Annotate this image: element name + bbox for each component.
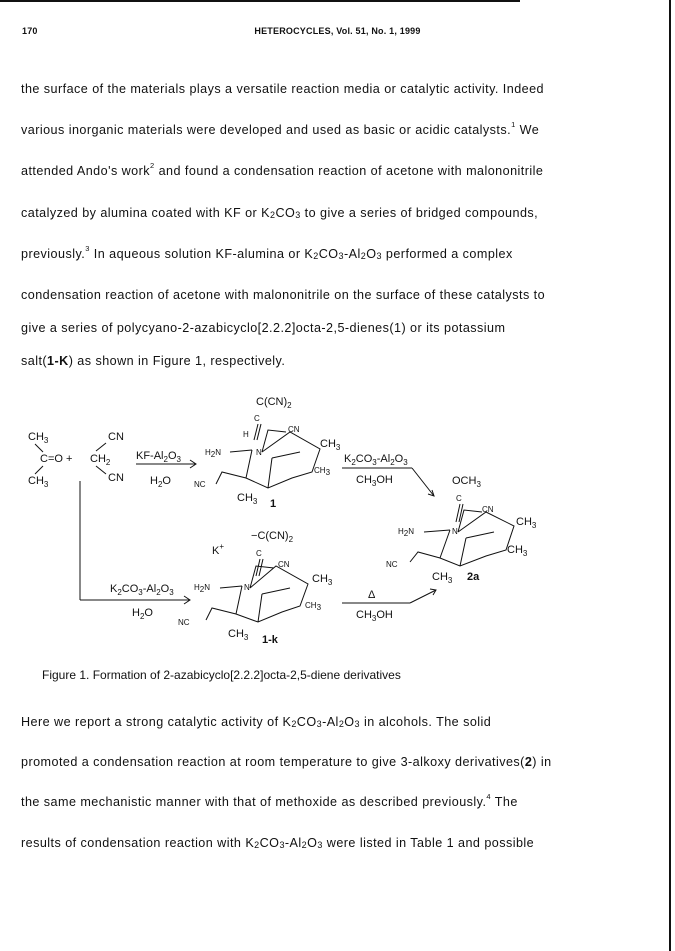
- acetone-ch3-bottom: $CH_3$: [28, 475, 49, 489]
- compound1-ccn2: $C(CN)_2$: [256, 396, 292, 410]
- compound1k-c: C: [256, 549, 262, 558]
- compound2a-c: C: [456, 494, 462, 503]
- compound1k-label: 1-k: [262, 634, 278, 646]
- reference-1: 1: [511, 120, 516, 129]
- compound2a-h2n: H2N: [398, 527, 415, 538]
- k2co3-reagent-bottom: $K_2CO_3-Al_2O_3$: [110, 583, 174, 597]
- paragraph1-line8: salt(1-K) as shown in Figure 1, respectively.: [21, 354, 286, 368]
- reference-2: 2: [150, 161, 155, 170]
- water-solvent-1: $H_2O$: [150, 475, 171, 489]
- compound1-ch3-mid: CH3: [314, 466, 331, 477]
- paragraph1-line3: attended Ando's work$^2$ and found a condensation reaction of acetone with malononitrile: [21, 161, 544, 178]
- compound1k-h2n: H2N: [194, 583, 211, 594]
- compound2a-ch3-right: $CH_3$: [507, 544, 528, 558]
- paragraph2-line3: the same mechanistic manner with that of methoxide as described previously.$^4$ The: [21, 792, 518, 809]
- acetone-carbonyl: C=O: [40, 453, 63, 465]
- compound1k-ch3-mid: CH3: [305, 601, 322, 612]
- plus-sign: +: [66, 453, 73, 465]
- kf-alumina-reagent: $KF-Al_2O_3$: [136, 450, 181, 464]
- paragraph1-line5: previously.$^3$ In aqueous solution KF-alumina or $K_2CO_3-Al_2O_3$ performed a complex: [21, 244, 513, 261]
- compound2a-label: 2a: [467, 571, 480, 583]
- compound1k-n: N: [244, 583, 250, 592]
- methanol-solvent-bottom: $CH_3OH$: [356, 609, 393, 623]
- compound1k-ccn2: $-C(CN)_2$: [251, 530, 294, 544]
- water-solvent-2: $H_2O$: [132, 607, 153, 621]
- malononitrile-ch2: $CH_2$: [90, 453, 111, 467]
- compound1-ch3-right: $CH_3$: [320, 438, 341, 452]
- compound1-ch3-bottom: $CH_3$: [237, 492, 258, 506]
- compound2a-nc: NC: [386, 560, 398, 569]
- compound1-nc: NC: [194, 480, 206, 489]
- malononitrile-cn-top: CN: [108, 431, 124, 443]
- compound1k-ch3-bottom: $CH_3$: [228, 628, 249, 642]
- heat-symbol: Δ: [368, 589, 376, 601]
- paragraph1-line4: catalyzed by alumina coated with KF or $K_2CO_3$ to give a series of bridged compounds,: [21, 206, 539, 220]
- compound1-c: C: [254, 414, 260, 423]
- compound1k-ch3-right: $CH_3$: [312, 573, 333, 587]
- compound2a-cn: CN: [482, 505, 494, 514]
- compound1-label: 1: [270, 498, 277, 510]
- compound1-h: H: [243, 430, 249, 439]
- compound1-n: N: [256, 448, 262, 457]
- page-number: 170: [22, 26, 38, 36]
- acetone-ch3-top: $CH_3$: [28, 431, 49, 445]
- compound2a-och3: $OCH_3$: [452, 475, 481, 489]
- reference-4: 4: [486, 792, 492, 801]
- compound2a-n: N: [452, 527, 458, 536]
- potassium-cation: K+: [212, 542, 225, 557]
- paragraph1-line7: give a series of polycyano-2-azabicyclo[2.2.2]octa-2,5-dienes(1) or its potassium: [21, 321, 506, 335]
- compound1k-cn: CN: [278, 560, 290, 569]
- compound2a-ch3-top: $CH_3$: [516, 516, 537, 530]
- compound2a-ch3-bottom: $CH_3$: [432, 571, 453, 585]
- paragraph1-line2: various inorganic materials were developed and used as basic or acidic catalysts.$^1$ We: [21, 120, 540, 137]
- methanol-solvent-top: $CH_3OH$: [356, 474, 393, 488]
- paragraph2-line2: promoted a condensation reaction at room temperature to give 3-alkoxy derivatives(2) in: [21, 755, 552, 769]
- compound1k-nc: NC: [178, 618, 190, 627]
- reference-3: 3: [85, 244, 90, 253]
- compound1-cn: CN: [288, 425, 300, 434]
- k2co3-reagent-top: $K_2CO_3-Al_2O_3$: [344, 453, 408, 467]
- malononitrile-cn-bottom: CN: [108, 472, 124, 484]
- running-header: HETEROCYCLES, Vol. 51, No. 1, 1999: [254, 26, 421, 36]
- paragraph1-line6: condensation reaction of acetone with malononitrile on the surface of these catalysts to: [21, 288, 546, 302]
- paragraph1-line1: the surface of the materials plays a versatile reaction media or catalytic activity. Indeed: [21, 82, 545, 96]
- figure-caption: Figure 1. Formation of 2-azabicyclo[2.2.2]octa-2,5-diene derivatives: [42, 668, 401, 682]
- paragraph2-line4: results of condensation reaction with $K_2CO_3-Al_2O_3$ were listed in Table 1 and possible: [21, 836, 535, 850]
- paragraph2-line1: Here we report a strong catalytic activity of $K_2CO_3-Al_2O_3$ in alcohols. The solid: [21, 715, 492, 729]
- compound1-h2n: H2N: [205, 448, 222, 459]
